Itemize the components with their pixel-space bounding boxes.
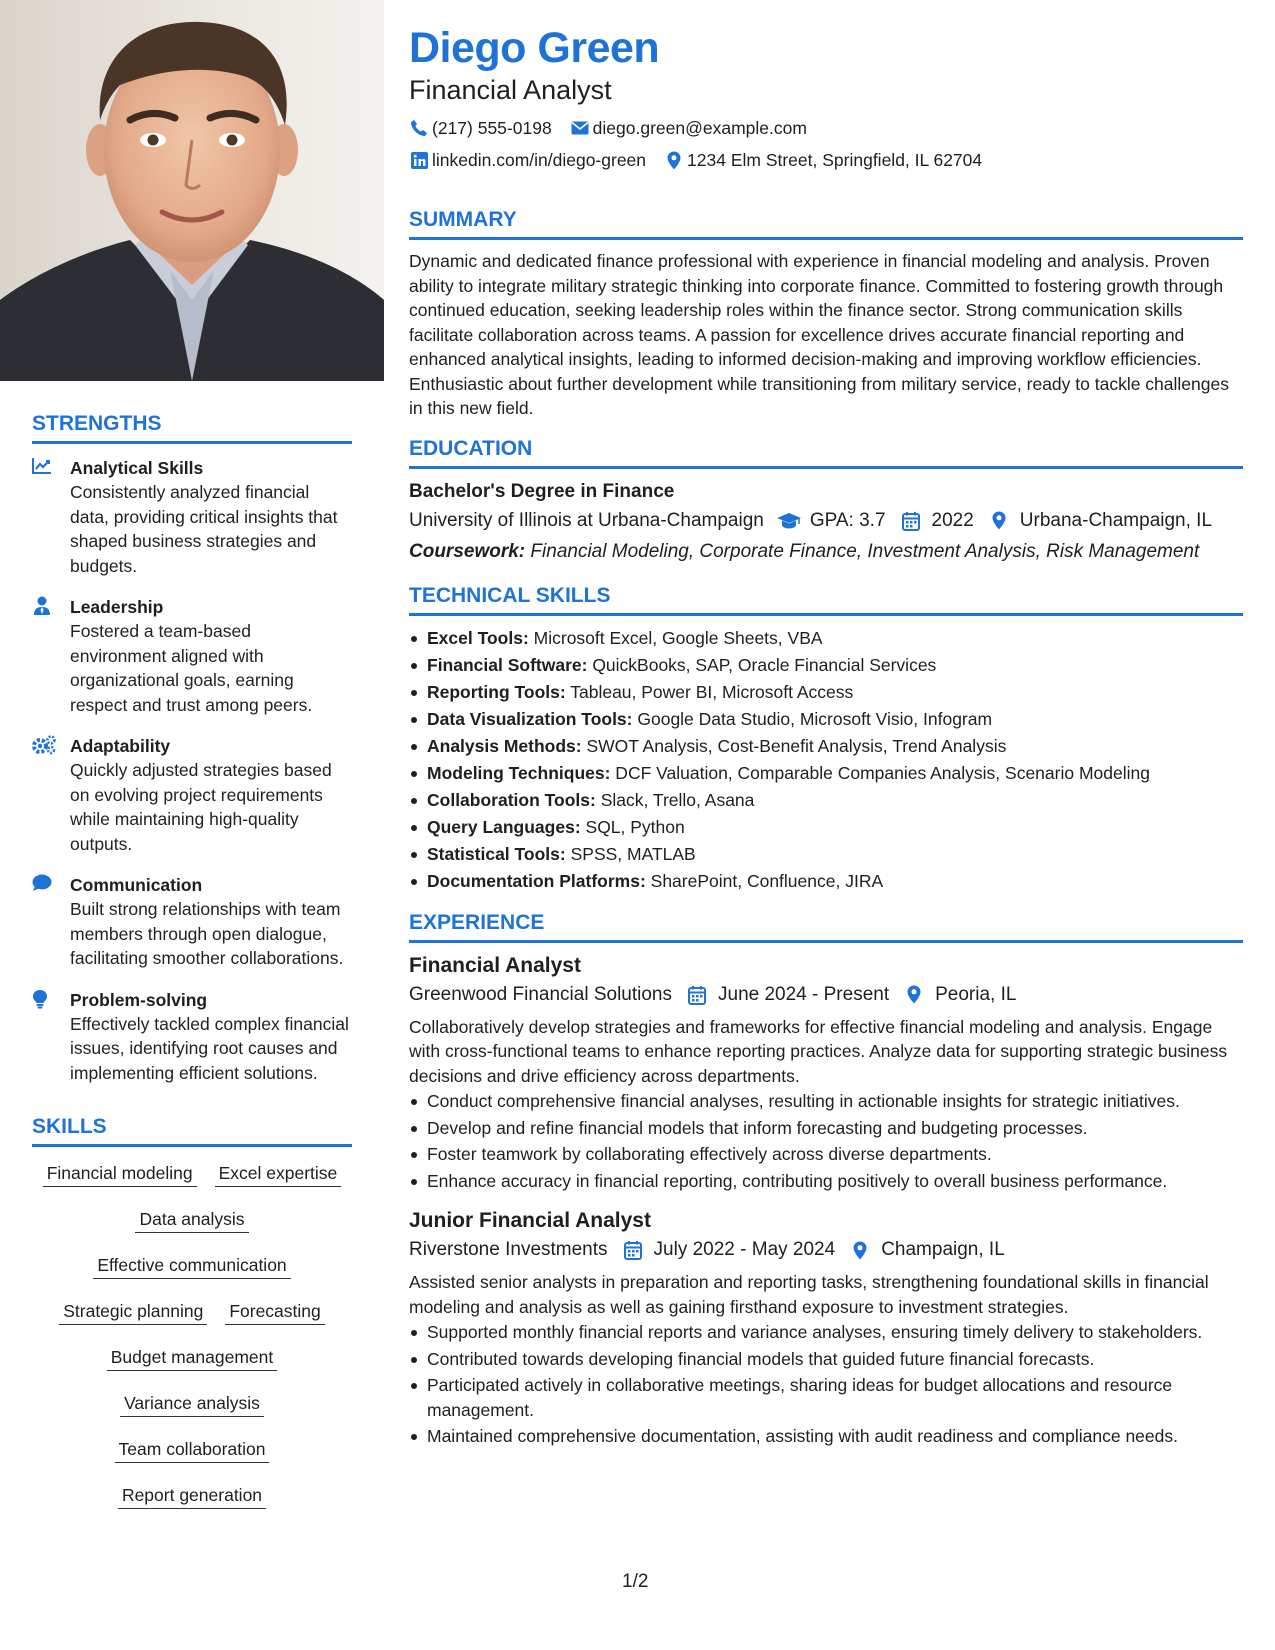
skill-value: SharePoint, Confluence, JIRA — [645, 870, 884, 891]
skill-tag: Forecasting — [225, 1299, 324, 1325]
strength-item — [32, 988, 352, 1086]
grad-year: 2022 — [931, 509, 974, 531]
lightbulb-icon — [32, 989, 54, 1009]
school-name: University of Illinois at Urbana-Champaign — [409, 509, 764, 531]
list-item — [409, 652, 1243, 679]
summary-text: Dynamic and dedicated finance professional with experience in financial modeling and analysis. Proven ability to integrate military strategic thinking into corporate finance. Committed to fostering growth through continued education, seeking leadership roles within the finance sector. Strong communication skills facilitate collaboration across teams. A passion for excellence drives accurate financial reporting and enhanced analytical insights, leading to informed decision-making and improving workflow efficiencies. Enthusiastic about further development while transitioning from military service, ready to tackle challenges in this new field. — [409, 251, 1229, 418]
list-item — [409, 706, 1243, 733]
skill-label: Collaboration Tools: — [427, 789, 596, 810]
map-pin-icon — [986, 510, 1012, 532]
skill-label: Data Visualization Tools: — [427, 708, 633, 729]
job-entry — [409, 952, 1243, 1194]
list-item: Maintained comprehensive documentation, assisting with audit readiness and compliance needs. — [409, 1424, 1243, 1449]
linkedin-icon — [409, 150, 429, 170]
envelope-icon — [570, 118, 590, 138]
strength-desc: Built strong relationships with team members through open dialogue, facilitating smoother collaborations. — [70, 899, 344, 968]
list-item — [409, 679, 1243, 706]
list-item — [409, 625, 1243, 652]
strength-item — [32, 734, 352, 856]
technical-skills-heading: TECHNICAL SKILLS — [409, 584, 1243, 616]
graduation-cap-icon — [776, 510, 802, 532]
linkedin-text: linkedin.com/in/diego-green — [432, 150, 647, 170]
skill-tag: Budget management — [107, 1345, 277, 1371]
company-name: Greenwood Financial Solutions — [409, 983, 672, 1005]
skill-label: Modeling Techniques: — [427, 762, 611, 783]
strength-item — [32, 595, 352, 717]
skill-label: Query Languages: — [427, 816, 581, 837]
summary-heading: SUMMARY — [409, 208, 1243, 240]
strength-title: Analytical Skills — [70, 458, 204, 478]
skill-value: DCF Valuation, Comparable Companies Analysis, Scenario Modeling — [610, 762, 1150, 783]
list-item — [409, 814, 1243, 841]
education-heading: EDUCATION — [409, 437, 1243, 469]
profile-photo — [0, 0, 384, 381]
list-item — [409, 787, 1243, 814]
chart-line-icon — [32, 457, 54, 477]
list-item: Participated actively in collaborative meetings, sharing ideas for budget allocations and resource management. — [409, 1373, 1243, 1422]
map-pin-icon — [664, 150, 684, 170]
skill-label: Statistical Tools: — [427, 843, 566, 864]
job-description: Assisted senior analysts in preparation and reporting tasks, strengthening foundational skills in financial modeling and analysis as well as gaining firsthand exposure to investment strategies. — [409, 1272, 1209, 1317]
strength-title: Problem-solving — [70, 989, 208, 1010]
skill-value: Google Data Studio, Microsoft Visio, Infogram — [632, 708, 993, 729]
degree-title: Bachelor's Degree in Finance — [409, 480, 675, 502]
email-text: diego.green@example.com — [592, 118, 807, 138]
list-item: Conduct comprehensive financial analyses, resulting in actionable insights for strategic initiatives. — [409, 1089, 1243, 1114]
contact-row — [409, 144, 1243, 176]
strength-desc: Effectively tackled complex financial issues, identifying root causes and implementing efficient solutions. — [70, 1013, 349, 1083]
strength-title: Leadership — [70, 597, 164, 617]
skill-label: Analysis Methods: — [427, 735, 582, 756]
skill-value: SWOT Analysis, Cost-Benefit Analysis, Trend Analysis — [581, 735, 1007, 756]
list-item: Enhance accuracy in financial reporting, contributing positively to overall business performance. — [409, 1169, 1243, 1194]
strength-title: Adaptability — [70, 736, 171, 756]
gears-icon — [32, 735, 54, 755]
skill-label: Documentation Platforms: — [427, 870, 646, 891]
calendar-icon — [898, 510, 924, 532]
phone-text: (217) 555-0198 — [432, 118, 552, 138]
job-bullets — [409, 1320, 1243, 1449]
calendar-icon — [684, 984, 710, 1006]
skill-tag: Excel expertise — [215, 1161, 342, 1187]
skill-value: Microsoft Excel, Google Sheets, VBA — [528, 627, 823, 648]
strength-item — [32, 456, 352, 578]
list-item — [409, 868, 1243, 895]
list-item: Supported monthly financial reports and variance analyses, ensuring timely delivery to stakeholders. — [409, 1320, 1243, 1345]
skill-label: Excel Tools: — [427, 627, 529, 648]
skill-tag: Data analysis — [135, 1207, 248, 1233]
job-location: Champaign, IL — [881, 1239, 1005, 1260]
contact-phone[interactable] — [409, 112, 552, 144]
coursework — [409, 540, 1243, 564]
page-number: 1/2 — [622, 1571, 649, 1592]
sidebar — [0, 0, 384, 1650]
job-dates: June 2024 - Present — [718, 983, 890, 1005]
skill-value: SQL, Python — [580, 816, 685, 837]
skill-value: QuickBooks, SAP, Oracle Financial Services — [587, 654, 937, 675]
job-title: Financial Analyst — [409, 953, 581, 977]
sidebar-content — [32, 412, 352, 1529]
gpa-text: GPA: 3.7 — [809, 509, 886, 531]
coursework-label: Coursework: — [409, 540, 526, 562]
technical-skills-list — [409, 625, 1243, 895]
contact-email[interactable] — [570, 112, 807, 144]
coursework-list: Financial Modeling, Corporate Finance, Investment Analysis, Risk Management — [525, 540, 1200, 562]
skill-label: Financial Software: — [427, 654, 588, 675]
strength-item — [32, 873, 352, 971]
phone-icon — [409, 118, 429, 138]
strength-desc: Fostered a team-based environment aligned with organizational goals, earning respect and trust among peers. — [70, 621, 313, 715]
strength-desc: Consistently analyzed financial data, providing critical insights that shaped business strategies and budgets. — [70, 482, 338, 576]
list-item: Contributed towards developing financial models that guided future financial forecasts. — [409, 1347, 1243, 1372]
job-bullets — [409, 1089, 1243, 1193]
job-meta — [409, 980, 1243, 1010]
experience-heading: EXPERIENCE — [409, 911, 1243, 943]
calendar-icon — [620, 1239, 646, 1261]
skills-list — [32, 1161, 352, 1529]
skill-tag: Strategic planning — [59, 1299, 207, 1325]
skills-heading: SKILLS — [32, 1115, 352, 1147]
main-content — [409, 22, 1243, 1451]
list-item — [409, 841, 1243, 868]
list-item — [409, 760, 1243, 787]
skill-label: Reporting Tools: — [427, 681, 566, 702]
skill-tag: Financial modeling — [43, 1161, 197, 1187]
list-item — [409, 733, 1243, 760]
map-pin-icon — [901, 984, 927, 1006]
candidate-name: Diego Green — [409, 24, 660, 72]
job-meta — [409, 1235, 1243, 1265]
job-dates: July 2022 - May 2024 — [653, 1239, 836, 1260]
job-entry — [409, 1207, 1243, 1449]
strength-title: Communication — [70, 875, 203, 895]
strength-desc: Quickly adjusted strategies based on evolving project requirements while maintaining high-quality outputs. — [70, 760, 332, 854]
job-description: Collaboratively develop strategies and frameworks for effective financial modeling and analysis. Engage with cross-functional teams to enhance reporting practices. Analyze data for supporting strategic business decisions and drive efficiency across departments. — [409, 1016, 1228, 1086]
job-title: Junior Financial Analyst — [409, 1209, 651, 1232]
list-item: Foster teamwork by collaborating effectively across diverse departments. — [409, 1142, 1243, 1167]
contact-address — [664, 144, 982, 176]
comment-icon — [32, 874, 54, 894]
skill-value: SPSS, MATLAB — [565, 843, 696, 864]
list-item: Develop and refine financial models that inform forecasting and budgeting processes. — [409, 1116, 1243, 1141]
skill-tag: Effective communication — [93, 1253, 290, 1279]
skill-tag: Report generation — [118, 1483, 266, 1509]
company-name: Riverstone Investments — [409, 1239, 608, 1260]
user-tie-icon — [32, 596, 54, 616]
education-meta — [409, 506, 1243, 536]
job-location: Peoria, IL — [935, 983, 1017, 1005]
school-location: Urbana-Champaign, IL — [1019, 509, 1213, 531]
address-text: 1234 Elm Street, Springfield, IL 62704 — [687, 150, 983, 170]
strengths-heading: STRENGTHS — [32, 412, 352, 444]
map-pin-icon — [847, 1239, 873, 1261]
contact-row — [409, 112, 1243, 144]
contact-linkedin[interactable] — [409, 144, 646, 176]
skill-value: Slack, Trello, Asana — [595, 789, 755, 810]
skill-value: Tableau, Power BI, Microsoft Access — [565, 681, 854, 702]
candidate-role: Financial Analyst — [409, 75, 612, 105]
skill-tag: Team collaboration — [115, 1437, 270, 1463]
skill-tag: Variance analysis — [120, 1391, 264, 1417]
